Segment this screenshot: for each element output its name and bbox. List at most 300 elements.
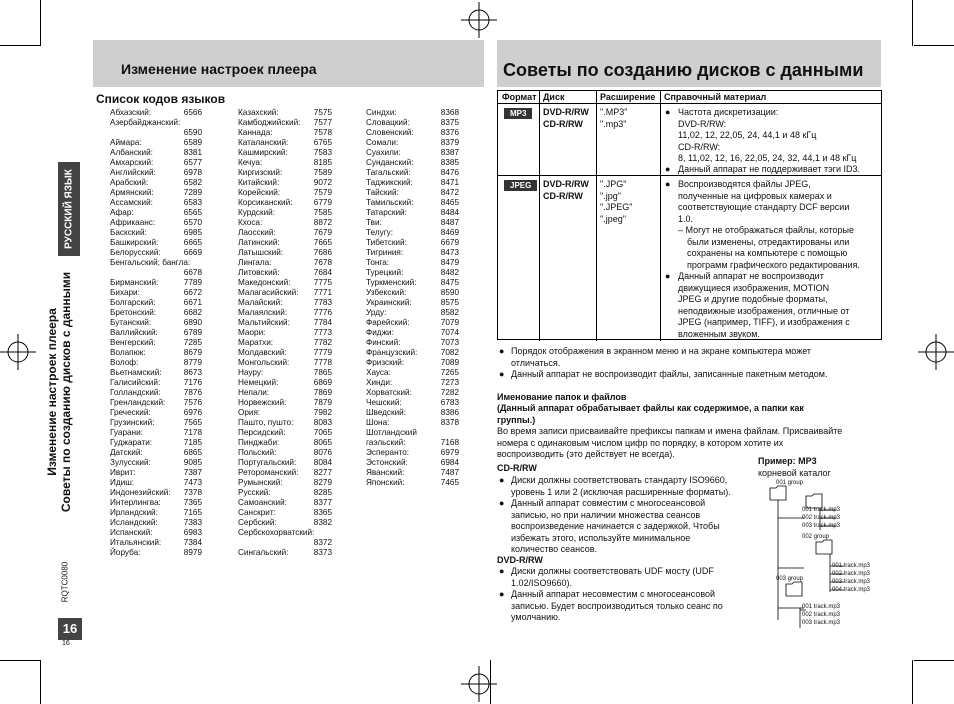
- language-name: Тигриния:: [366, 248, 404, 257]
- sidebar-title: [45, 272, 73, 512]
- language-code-row: [238, 418, 332, 428]
- language-code-row: [110, 498, 202, 508]
- language-codes-column-2: [238, 108, 332, 558]
- language-code-row: [110, 518, 202, 528]
- language-code-row: [110, 318, 202, 328]
- language-code: 7065: [313, 428, 332, 437]
- language-name: Ирландский:: [110, 508, 158, 517]
- language-code: 6669: [183, 248, 202, 257]
- language-code-row: [238, 428, 332, 438]
- language-code: 7782: [313, 338, 332, 347]
- language-code-row: [238, 168, 332, 178]
- language-code: 8373: [313, 548, 332, 557]
- language-name: Афар:: [110, 208, 134, 217]
- language-name: Эсперанто:: [366, 448, 410, 457]
- text-line: (Данный аппарат обрабатывает файлы как содержимое, а папки как: [497, 403, 804, 413]
- language-code-row: [366, 218, 459, 228]
- language-code-row: [238, 208, 332, 218]
- language-code-row: [366, 288, 459, 298]
- language-code: 8476: [440, 168, 459, 177]
- language-name: Сингальский:: [238, 548, 289, 557]
- language-code-row: [238, 108, 332, 118]
- language-code-row: [238, 138, 332, 148]
- language-code: 8065: [313, 438, 332, 447]
- packet-write-note: Данный аппарат не воспроизводит файлы, записанные пакетным методом.: [511, 369, 828, 379]
- language-name: Кашмирский:: [238, 148, 288, 157]
- language-name: Корейский:: [238, 188, 281, 197]
- language-code-row: [110, 538, 202, 548]
- language-name: Синдхи:: [366, 108, 397, 117]
- registration-mark-icon: [918, 334, 954, 370]
- group-label: 003 group: [776, 576, 804, 582]
- language-code-row: [366, 378, 459, 388]
- language-code-row: [238, 128, 332, 138]
- language-code: 6679: [440, 238, 459, 247]
- language-code-row: [238, 458, 332, 468]
- language-name: Малайский:: [238, 298, 283, 307]
- language-code-row: [238, 478, 332, 488]
- language-code: 7285: [183, 338, 202, 347]
- language-codes-title: Список кодов языков: [96, 92, 226, 106]
- text-line: движущиеся изображения, MOTION: [678, 282, 830, 293]
- language-code: 7684: [313, 268, 332, 277]
- language-code: 8372: [313, 538, 332, 547]
- language-code: 7778: [313, 358, 332, 367]
- language-code-row: [238, 198, 332, 208]
- jpeg-edit-subnote: [678, 225, 860, 271]
- left-section-header: [93, 40, 484, 87]
- language-name: Башкирский:: [110, 238, 159, 247]
- language-name: Амхарский:: [110, 158, 154, 167]
- language-name: Кхоса:: [238, 218, 263, 227]
- language-tab-label: РУССКИЙ ЯЗЫК: [63, 169, 75, 249]
- text-line: CD-R/RW:: [678, 141, 721, 152]
- language-code: 8387: [440, 148, 459, 157]
- language-name: Идиш:: [110, 478, 135, 487]
- language-code-row: [366, 208, 459, 218]
- language-name: Датский:: [110, 448, 143, 457]
- language-name: Тайский:: [366, 188, 399, 197]
- language-code-row: [366, 348, 459, 358]
- language-code-row: [110, 218, 202, 228]
- mp3-disc-cd: CD-R/RW: [543, 118, 583, 129]
- group-label: 002 group: [802, 534, 830, 540]
- language-code: 6672: [183, 288, 202, 297]
- language-tab: [58, 162, 80, 256]
- bullet-icon: ●: [665, 107, 671, 117]
- language-code: 6570: [183, 218, 202, 227]
- language-code-row: [238, 188, 332, 198]
- language-name: Персидский:: [238, 428, 286, 437]
- language-code-row: [238, 488, 332, 498]
- language-name: Белорусский:: [110, 248, 161, 257]
- language-code: 8381: [183, 148, 202, 157]
- language-code-row: [110, 288, 202, 298]
- language-name: Гренландский:: [110, 398, 166, 407]
- language-code-row: [238, 328, 332, 338]
- language-code-row: [110, 408, 202, 418]
- language-code-row: [238, 468, 332, 478]
- language-code: 7575: [313, 108, 332, 117]
- language-code-row: [366, 438, 459, 448]
- language-code: 7577: [313, 118, 332, 127]
- text-line: программ графического редактирования.: [687, 259, 860, 270]
- language-code-row: [238, 438, 332, 448]
- language-name: Английский:: [110, 168, 156, 177]
- language-code-row: [366, 258, 459, 268]
- language-name: Хинди:: [366, 378, 393, 387]
- language-code-row: [238, 288, 332, 298]
- language-code: 6765: [313, 138, 332, 147]
- language-code: 8465: [440, 198, 459, 207]
- mp3-id3-note: Данный аппарат не поддерживает тэги ID3.: [678, 164, 860, 174]
- language-code-row: [110, 348, 202, 358]
- language-code-row: [366, 138, 459, 148]
- language-code: 6789: [183, 328, 202, 337]
- language-name: Суахили:: [366, 148, 401, 157]
- language-name: гаэльский:: [366, 438, 406, 447]
- language-code: 8375: [440, 118, 459, 127]
- language-name: Маори:: [238, 328, 266, 337]
- language-code-row: [110, 458, 202, 468]
- language-code: 6589: [183, 138, 202, 147]
- language-name: Сунданский:: [366, 158, 414, 167]
- language-code: 6984: [440, 458, 459, 467]
- language-code: 6983: [183, 528, 202, 537]
- dvdrw-udf-note: [511, 566, 714, 589]
- language-code: 8484: [440, 208, 459, 217]
- text-line: – Могут не отображаться файлы, которые: [678, 225, 855, 235]
- language-name: Волоф:: [110, 358, 139, 367]
- language-code: 7579: [313, 188, 332, 197]
- jpeg-format-tag: JPEG: [504, 180, 537, 191]
- language-code-row: [366, 338, 459, 348]
- text-line: количество сеансов.: [511, 544, 597, 554]
- language-code-row: [110, 178, 202, 188]
- language-name: Русский:: [238, 488, 271, 497]
- cdrw-title: CD-R/RW: [497, 463, 537, 473]
- language-code-row: [366, 358, 459, 368]
- language-name: Малаялский:: [238, 308, 288, 317]
- language-code: 6985: [183, 228, 202, 237]
- language-name: Французский:: [366, 348, 418, 357]
- language-code: 6979: [440, 448, 459, 457]
- language-name: Интерлингва:: [110, 498, 161, 507]
- language-name: Эстонский:: [366, 458, 408, 467]
- example-root-label: корневой каталог: [758, 468, 831, 478]
- language-code-row: [366, 118, 459, 128]
- language-code: 7771: [313, 288, 332, 297]
- language-code-row: [238, 158, 332, 168]
- text-line: сохранены на компьютере с помощью: [687, 248, 848, 258]
- language-code-row: [110, 228, 202, 238]
- language-code: 7776: [313, 308, 332, 317]
- language-code: 8279: [313, 478, 332, 487]
- language-name: Польский:: [238, 448, 277, 457]
- language-code: 8386: [440, 408, 459, 417]
- language-code: 7773: [313, 328, 332, 337]
- text-line: Диски должны соответствовать стандарту ISO9660,: [511, 475, 728, 485]
- left-header-title: Изменение настроек плеера: [121, 61, 317, 77]
- text-line: Во время записи присваивайте префиксы папкам и имена файлам. Присваивайте: [497, 426, 843, 436]
- language-code-row: [238, 548, 332, 558]
- language-name: Гуджарати:: [110, 438, 153, 447]
- language-name: Сербскохорватский:: [238, 528, 315, 537]
- text-line: ".jpeg": [600, 213, 626, 224]
- language-code: 8472: [440, 188, 459, 197]
- language-name: Молдавский:: [238, 348, 287, 357]
- language-name: Украинский:: [366, 298, 412, 307]
- language-code-row: [110, 548, 202, 558]
- language-name: Итальянский:: [110, 538, 162, 547]
- language-code: 7589: [313, 168, 332, 177]
- language-code: 7378: [183, 488, 202, 497]
- language-name: Фиджи:: [366, 328, 394, 337]
- language-code-row: [110, 358, 202, 368]
- bullet-icon: ●: [499, 566, 505, 576]
- language-name: Ория:: [238, 408, 261, 417]
- language-code: 8083: [313, 418, 332, 427]
- language-code: 8479: [440, 258, 459, 267]
- language-code-row: [238, 228, 332, 238]
- language-code-row: [366, 238, 459, 248]
- language-name: Галисийский:: [110, 378, 161, 387]
- language-code: 7789: [183, 278, 202, 287]
- text-line: были изменены, отредактированы или: [687, 236, 850, 247]
- language-code: 7982: [313, 408, 332, 417]
- document-code: RQTC0080: [60, 561, 70, 603]
- example-title: Пример: MP3: [758, 456, 817, 466]
- language-code: 7176: [183, 378, 202, 387]
- language-code-row: [110, 118, 202, 128]
- language-name: Бенгальский; бангла:: [110, 258, 191, 267]
- dvdrw-session-note: [511, 589, 723, 624]
- language-code: 8482: [440, 268, 459, 277]
- language-name: Абхазский:: [110, 108, 152, 117]
- language-code-row: [238, 178, 332, 188]
- language-name: Сомали:: [366, 138, 399, 147]
- track-file: 002 track.mp3: [802, 612, 841, 618]
- language-name: Тонга:: [366, 258, 390, 267]
- registration-mark-icon: [461, 2, 497, 38]
- language-name: Кечуа:: [238, 158, 263, 167]
- text-line: неподвижные изображения, отличные от: [678, 305, 850, 316]
- language-code-row: [366, 198, 459, 208]
- language-name: Японский:: [366, 478, 405, 487]
- language-code-row: [366, 398, 459, 408]
- language-name: Науру:: [238, 368, 264, 377]
- crop-mark: [0, 660, 40, 661]
- language-code-row: [238, 538, 332, 548]
- language-code-row: [238, 258, 332, 268]
- language-code: 7686: [313, 248, 332, 257]
- language-code: 8379: [440, 138, 459, 147]
- language-code: 8872: [313, 218, 332, 227]
- language-code: 7565: [183, 418, 202, 427]
- language-code: 8076: [313, 448, 332, 457]
- language-code-row: [238, 508, 332, 518]
- language-code: 7779: [313, 348, 332, 357]
- language-code: 8376: [440, 128, 459, 137]
- language-name: Корсиканский:: [238, 198, 293, 207]
- text-line: полученные на цифровых камерах и: [678, 190, 832, 201]
- mp3-format-tag: MP3: [504, 108, 532, 119]
- language-code: 6779: [313, 198, 332, 207]
- language-code: 6583: [183, 198, 202, 207]
- language-name: Тви:: [366, 218, 382, 227]
- crop-mark: [40, 660, 41, 704]
- language-code-row: [110, 398, 202, 408]
- language-code: 7273: [440, 378, 459, 387]
- language-name: Армянский:: [110, 188, 154, 197]
- language-codes-column-1: [110, 108, 202, 558]
- language-code: 7576: [183, 398, 202, 407]
- language-name: Шона:: [366, 418, 390, 427]
- language-code-row: [238, 278, 332, 288]
- language-code: 7865: [313, 368, 332, 377]
- mp3-ext-upper: ".MP3": [600, 107, 628, 117]
- language-name: Тамильский:: [366, 198, 414, 207]
- text-line: группы.): [497, 414, 536, 425]
- language-name: Румынский:: [238, 478, 283, 487]
- jpeg-disc-dvd: DVD-R/RW: [543, 179, 589, 189]
- language-code-row: [366, 428, 459, 438]
- text-line: ".JPEG": [600, 202, 633, 212]
- group-label: 001 group: [776, 480, 804, 486]
- crop-mark: [914, 45, 954, 46]
- text-line: номера с одинаковым числом цифр по порядку, в котором хотите их: [497, 437, 784, 448]
- language-code-row: [110, 418, 202, 428]
- language-code: 7073: [440, 338, 459, 347]
- language-code-row: [110, 238, 202, 248]
- jpeg-motion-note: [678, 271, 850, 340]
- language-name: Йоруба:: [110, 548, 141, 557]
- language-code: 6890: [183, 318, 202, 327]
- language-name: Монгольский:: [238, 358, 290, 367]
- language-name: Норвежский:: [238, 398, 287, 407]
- language-name: Венгерский:: [110, 338, 156, 347]
- bullet-icon: ●: [499, 369, 505, 379]
- language-code-row: [366, 368, 459, 378]
- language-name: Лингала:: [238, 258, 272, 267]
- track-file: 002 track.mp3: [802, 515, 841, 521]
- language-name: Македонский:: [238, 278, 291, 287]
- registration-mark-icon: [461, 666, 497, 702]
- track-file: 001 track.mp3: [802, 507, 841, 513]
- language-code-row: [110, 388, 202, 398]
- crop-mark: [40, 0, 41, 46]
- language-code: 7383: [183, 518, 202, 527]
- language-code-row: [238, 338, 332, 348]
- language-name: Албанский:: [110, 148, 153, 157]
- text-line: Данный аппарат совместим с многосеансовой: [511, 498, 706, 508]
- language-name: Бихари:: [110, 288, 140, 297]
- language-code: 7082: [440, 348, 459, 357]
- language-code-row: [366, 468, 459, 478]
- naming-subtitle: [497, 403, 804, 426]
- language-name: Голландский:: [110, 388, 161, 397]
- language-code: 8779: [183, 358, 202, 367]
- sidebar-title-line2: Советы по созданию дисков с данными: [59, 271, 73, 513]
- language-code: 6783: [440, 398, 459, 407]
- language-name: Словацкий:: [366, 118, 410, 127]
- language-code-row: [238, 398, 332, 408]
- bullet-icon: ●: [665, 179, 671, 189]
- language-name: Чешский:: [366, 398, 402, 407]
- text-line: 8, 11,02, 12, 16, 22,05, 24, 32, 44,1 и 48 кГц: [678, 153, 857, 163]
- display-order-note: [511, 346, 811, 369]
- language-name: Баскский:: [110, 228, 147, 237]
- mp3-sampling-note: [678, 107, 856, 165]
- text-line: Порядок отображения в экранном меню и на экране компьютера может: [511, 346, 812, 356]
- table-header-format: Формат: [502, 92, 537, 102]
- track-file: 003 track.mp3: [832, 579, 871, 585]
- language-code: 7578: [313, 128, 332, 137]
- language-name: Непали:: [238, 388, 270, 397]
- language-code: 8382: [313, 518, 332, 527]
- language-code: 8469: [440, 228, 459, 237]
- language-code-row: [238, 498, 332, 508]
- cdrw-multisession-note: [511, 498, 720, 556]
- language-code-row: [110, 338, 202, 348]
- right-header-title: Советы по созданию дисков с данными: [503, 60, 864, 80]
- language-name: Камбоджийский:: [238, 118, 301, 127]
- language-code: 8285: [313, 488, 332, 497]
- language-code: 6869: [313, 378, 332, 387]
- language-code: 7387: [183, 468, 202, 477]
- text-line: записью, но при наличии множества сеансов: [511, 509, 701, 520]
- language-name: Мальтийский:: [238, 318, 290, 327]
- language-name: Тагальский:: [366, 168, 411, 177]
- jpeg-disc-cd: CD-R/RW: [543, 190, 583, 201]
- language-code: 7079: [440, 318, 459, 327]
- language-code: 9072: [313, 178, 332, 187]
- language-name: Греческий:: [110, 408, 151, 417]
- language-name: Болгарский:: [110, 298, 156, 307]
- language-code: 8377: [313, 498, 332, 507]
- language-code-row: [110, 428, 202, 438]
- language-code-row: [366, 418, 459, 428]
- language-code: 8582: [440, 308, 459, 317]
- text-line: Данный аппарат не воспроизводит: [678, 271, 824, 281]
- language-code-row: [366, 108, 459, 118]
- language-code-row: [110, 298, 202, 308]
- language-code: 8365: [313, 508, 332, 517]
- language-code: 8185: [313, 158, 332, 167]
- language-code-row: [366, 298, 459, 308]
- language-code-row: [238, 248, 332, 258]
- text-line: соответствующие стандарту DCF версии: [678, 202, 850, 212]
- language-code-row: [110, 528, 202, 538]
- language-code-row: [238, 358, 332, 368]
- table-header-reference: Справочный материал: [664, 92, 767, 102]
- language-code-row: [366, 458, 459, 468]
- language-name: Пинджаби:: [238, 438, 280, 447]
- text-line: ".jpg": [600, 190, 621, 201]
- text-line: JPEG и другие подобные форматы,: [678, 294, 828, 304]
- registration-mark-icon: [0, 334, 36, 370]
- jpeg-extensions: [600, 179, 632, 225]
- language-name: Каталанский:: [238, 138, 289, 147]
- language-code-row: [238, 348, 332, 358]
- language-code: 6978: [183, 168, 202, 177]
- language-code: 7879: [313, 398, 332, 407]
- language-code: 7168: [440, 438, 459, 447]
- language-name: Аймара:: [110, 138, 142, 147]
- language-code-row: [110, 478, 202, 488]
- crop-mark: [912, 660, 913, 704]
- language-name: Испанский:: [110, 528, 153, 537]
